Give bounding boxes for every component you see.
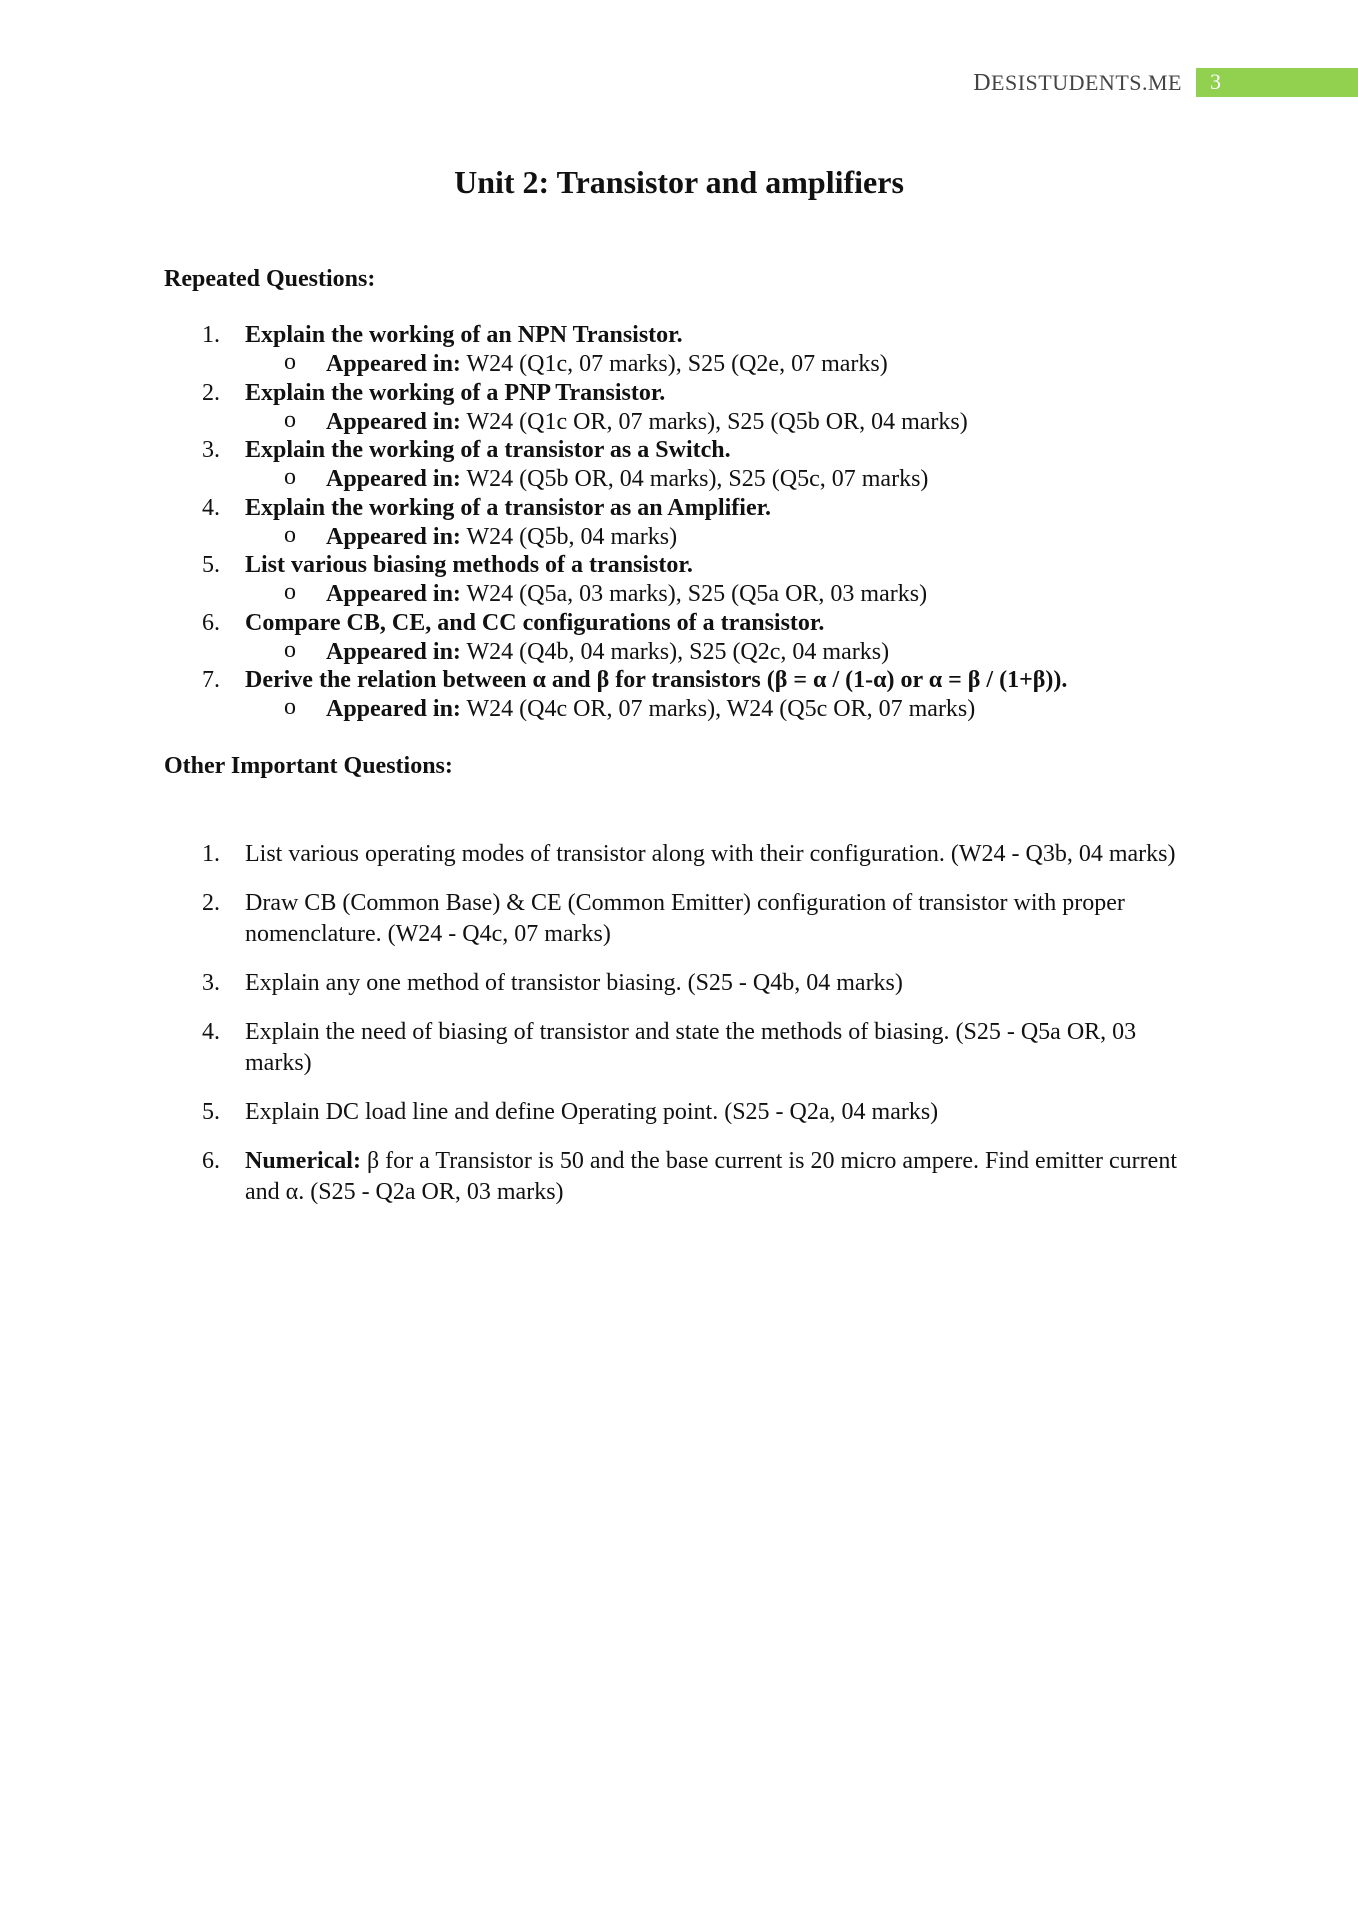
appeared-value: W24 (Q1c OR, 07 marks), S25 (Q5b OR, 04 marks) (460, 408, 968, 435)
list-item (164, 968, 1184, 999)
item-number: 2. (202, 379, 220, 406)
list-item (164, 495, 1224, 553)
item-number: 5. (202, 1099, 220, 1125)
list-item (164, 1017, 1184, 1079)
appeared-in (326, 696, 975, 723)
question-text: Explain the working of a transistor as a Switch. (245, 437, 731, 463)
list-item (164, 1146, 1184, 1208)
list-item (164, 380, 1224, 438)
appeared-label: Appeared in: (326, 638, 461, 665)
appeared-in (326, 639, 889, 666)
question-text (245, 839, 1184, 870)
appeared-value: W24 (Q1c, 07 marks), S25 (Q2e, 07 marks) (460, 351, 888, 377)
item-number: 7. (202, 667, 220, 693)
other-questions-heading: Other Important Questions: (164, 753, 453, 779)
item-number: 3. (202, 970, 220, 996)
list-item (164, 322, 1224, 380)
item-number: 1. (202, 841, 220, 867)
list-item (164, 437, 1224, 495)
question-text (245, 888, 1184, 950)
bullet-icon: o (284, 464, 296, 490)
appeared-label: Appeared in: (326, 523, 461, 550)
item-number: 1. (202, 322, 220, 348)
bullet-icon: o (284, 579, 296, 605)
question-text (245, 1097, 1184, 1128)
list-item (164, 552, 1224, 610)
item-number: 6. (202, 1148, 220, 1174)
page-header (0, 68, 1358, 98)
appeared-label: Appeared in: (326, 466, 461, 492)
bullet-icon: o (284, 406, 296, 433)
appeared-in (326, 524, 677, 551)
item-number: 6. (202, 609, 220, 636)
page-number: 3 (1210, 69, 1221, 94)
question-text: List various biasing methods of a transistor. (245, 552, 693, 578)
appeared-value: W24 (Q5b, 04 marks) (460, 523, 678, 550)
item-number: 4. (202, 1019, 220, 1045)
question-body: β for a Transistor is 50 and the base current is 20 micro ampere. Find emitter current and α. (S25 - Q2a OR, 03 marks) (245, 1148, 1177, 1205)
list-item (164, 610, 1224, 668)
question-text (245, 1146, 1184, 1208)
item-number: 2. (202, 890, 220, 916)
page-number-box (1196, 68, 1358, 97)
appeared-label: Appeared in: (326, 408, 461, 435)
item-number: 5. (202, 552, 220, 578)
appeared-in (326, 351, 888, 378)
question-text (245, 1017, 1184, 1079)
appeared-in (326, 409, 968, 436)
appeared-value: W24 (Q5b OR, 04 marks), S25 (Q5c, 07 marks) (460, 466, 929, 492)
item-number: 4. (202, 494, 220, 521)
question-text (245, 968, 1184, 999)
repeated-questions-heading: Repeated Questions: (164, 266, 376, 292)
bullet-icon: o (284, 636, 296, 663)
bullet-icon: o (284, 521, 296, 548)
site-name-rest: ESISTUDENTS.ME (991, 70, 1182, 95)
page-title: Unit 2: Transistor and amplifiers (454, 164, 904, 200)
list-item (164, 888, 1184, 950)
list-item (164, 1097, 1184, 1128)
question-body: Explain DC load line and define Operating point. (S25 - Q2a, 04 marks) (245, 1099, 939, 1125)
item-number: 3. (202, 437, 220, 463)
question-body: Draw CB (Common Base) & CE (Common Emitter) configuration of transistor with proper nomenclature. (W24 - Q4c, 07 marks) (245, 890, 1125, 947)
bullet-icon: o (284, 694, 296, 720)
other-questions-list (164, 839, 1184, 1226)
appeared-value: W24 (Q5a, 03 marks), S25 (Q5a OR, 03 marks) (460, 581, 928, 607)
appeared-value: W24 (Q4c OR, 07 marks), W24 (Q5c OR, 07 marks) (460, 696, 976, 722)
site-name-initial: D (973, 70, 992, 96)
question-body: Explain any one method of transistor biasing. (S25 - Q4b, 04 marks) (245, 970, 903, 996)
appeared-value: W24 (Q4b, 04 marks), S25 (Q2c, 04 marks) (460, 638, 890, 665)
appeared-in (326, 581, 927, 608)
list-item (164, 839, 1184, 870)
list-item (164, 667, 1224, 725)
question-text: Derive the relation between α and β for transistors (β = α / (1-α) or α = β / (1+β)). (245, 667, 1068, 693)
question-body: List various operating modes of transistor along with their configuration. (W24 - Q3b, 04 marks) (245, 841, 1176, 867)
repeated-questions-list (164, 322, 1224, 725)
question-text: Explain the working of an NPN Transistor. (245, 322, 683, 348)
appeared-label: Appeared in: (326, 696, 461, 722)
site-name (973, 70, 1182, 97)
appeared-label: Appeared in: (326, 351, 461, 377)
question-text: Explain the working of a PNP Transistor. (245, 379, 666, 406)
appeared-label: Appeared in: (326, 581, 461, 607)
bullet-icon: o (284, 349, 296, 375)
question-text: Explain the working of a transistor as an Amplifier. (245, 494, 772, 521)
question-body: Explain the need of biasing of transistor and state the methods of biasing. (S25 - Q5a OR, 03 marks) (245, 1019, 1137, 1076)
question-bold-prefix: Numerical: (245, 1148, 361, 1174)
appeared-in (326, 466, 928, 493)
question-text: Compare CB, CE, and CC configurations of a transistor. (245, 609, 825, 636)
